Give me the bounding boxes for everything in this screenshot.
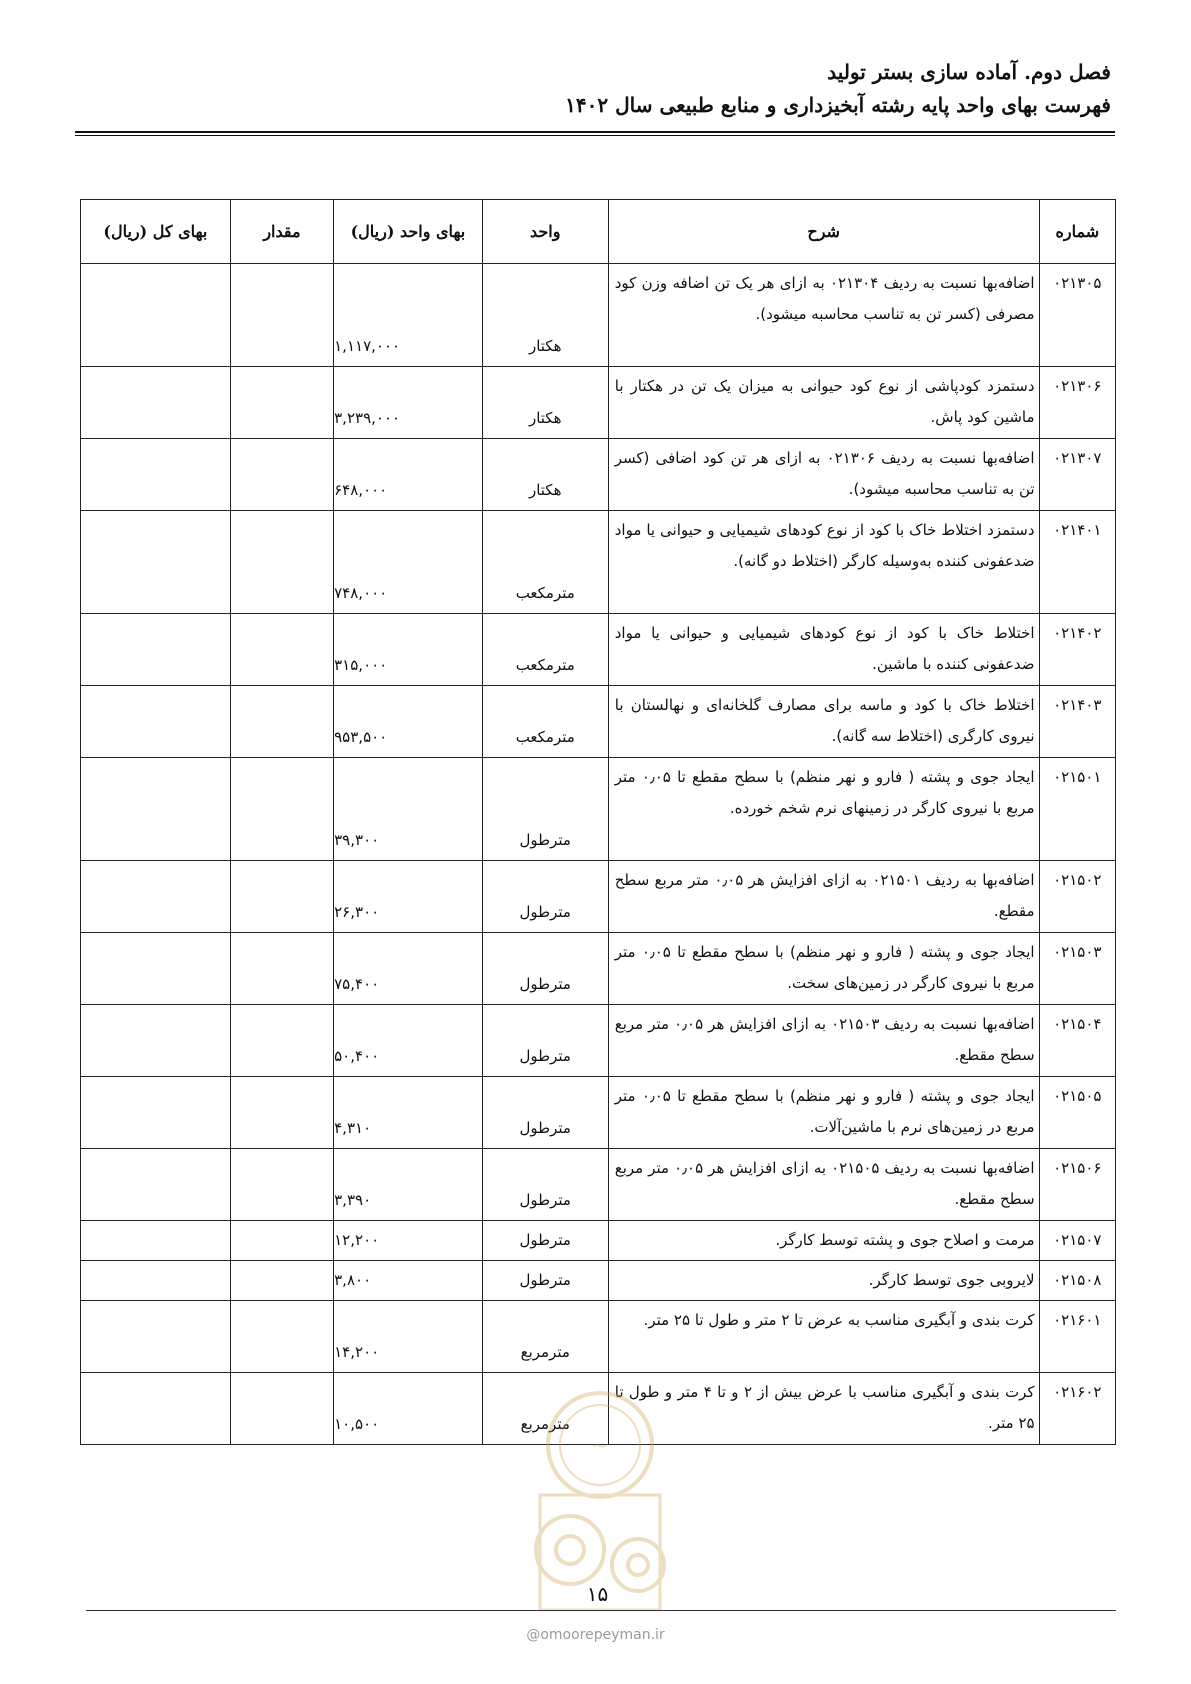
row-total bbox=[81, 264, 231, 367]
row-unit-price: ۹۵۳,۵۰۰ bbox=[334, 686, 483, 758]
row-code: ۰۲۱۵۰۷ bbox=[1039, 1221, 1115, 1261]
row-total bbox=[81, 933, 231, 1005]
table-row bbox=[81, 511, 1116, 614]
row-qty bbox=[230, 439, 333, 511]
chapter-title: فصل دوم. آماده سازی بستر تولید bbox=[827, 60, 1111, 84]
page-header bbox=[71, 58, 1111, 120]
row-unit-price: ۳,۲۳۹,۰۰۰ bbox=[334, 367, 483, 439]
row-unit: هکتار bbox=[482, 439, 608, 511]
row-code: ۰۲۱۶۰۲ bbox=[1039, 1373, 1115, 1445]
row-total bbox=[81, 1301, 231, 1373]
table-row bbox=[81, 614, 1116, 686]
row-desc: ایجاد جوی و پشته ( فارو و نهر منظم) با سطح مقطع تا ۰٫۰۵ متر مربع با نیروی کارگر در زمین‌های سخت. bbox=[608, 933, 1039, 1005]
row-qty bbox=[230, 1261, 333, 1301]
row-desc: لایروبی جوی توسط کارگر. bbox=[608, 1261, 1039, 1301]
row-unit: مترطول bbox=[482, 861, 608, 933]
row-total bbox=[81, 1005, 231, 1077]
table-row bbox=[81, 1077, 1116, 1149]
row-unit-price: ۱۰,۵۰۰ bbox=[334, 1373, 483, 1445]
row-total bbox=[81, 686, 231, 758]
row-code: ۰۲۱۳۰۵ bbox=[1039, 264, 1115, 367]
row-code: ۰۲۱۶۰۱ bbox=[1039, 1301, 1115, 1373]
row-total bbox=[81, 439, 231, 511]
website-watermark: @omoorepeyman.ir bbox=[526, 1627, 665, 1643]
row-total bbox=[81, 1149, 231, 1221]
svg-text:~: ~ bbox=[590, 1434, 610, 1459]
row-desc: دستمزد اختلاط خاک با کود از نوع کودهای شیمیایی و حیوانی یا مواد ضدعفونی کننده به‌وسیله کارگر (اختلاط دو گانه). bbox=[608, 511, 1039, 614]
row-qty bbox=[230, 1077, 333, 1149]
row-desc: اضافه‌بها نسبت به ردیف ۰۲۱۳۰۴ به ازای هر یک تن اضافه وزن کود مصرفی (کسر تن به تناسب محاسبه میشود). bbox=[608, 264, 1039, 367]
table-row bbox=[81, 1301, 1116, 1373]
row-total bbox=[81, 758, 231, 861]
header-desc: شرح bbox=[608, 200, 1039, 264]
row-code: ۰۲۱۴۰۳ bbox=[1039, 686, 1115, 758]
row-desc: کرت بندی و آبگیری مناسب با عرض بیش از ۲ و تا ۴ متر و طول تا ۲۵ متر. bbox=[608, 1373, 1039, 1445]
table-row bbox=[81, 686, 1116, 758]
table-row bbox=[81, 861, 1116, 933]
row-unit: مترطول bbox=[482, 1261, 608, 1301]
row-unit-price: ۳۹,۳۰۰ bbox=[334, 758, 483, 861]
row-total bbox=[81, 1261, 231, 1301]
row-code: ۰۲۱۵۰۶ bbox=[1039, 1149, 1115, 1221]
row-unit: مترمکعب bbox=[482, 686, 608, 758]
row-unit: مترطول bbox=[482, 1221, 608, 1261]
row-desc: مرمت و اصلاح جوی و پشته توسط کارگر. bbox=[608, 1221, 1039, 1261]
footer-rule bbox=[86, 1610, 1116, 1611]
header-unit-price: بهای واحد (ریال) bbox=[334, 200, 483, 264]
row-total bbox=[81, 511, 231, 614]
header-rule-thin bbox=[75, 135, 1115, 136]
row-unit: مترطول bbox=[482, 1077, 608, 1149]
row-unit: مترطول bbox=[482, 1005, 608, 1077]
row-unit-price: ۳,۸۰۰ bbox=[334, 1261, 483, 1301]
row-unit: هکتار bbox=[482, 367, 608, 439]
row-qty bbox=[230, 933, 333, 1005]
row-code: ۰۲۱۵۰۸ bbox=[1039, 1261, 1115, 1301]
row-total bbox=[81, 1077, 231, 1149]
row-unit: مترمکعب bbox=[482, 511, 608, 614]
row-desc: ایجاد جوی و پشته ( فارو و نهر منظم) با سطح مقطع تا ۰٫۰۵ متر مربع در زمین‌های نرم با ماشین‌آلات. bbox=[608, 1077, 1039, 1149]
row-desc: اختلاط خاک با کود و ماسه برای مصارف گلخانه‌ای و نهالستان با نیروی کارگری (اختلاط سه گانه). bbox=[608, 686, 1039, 758]
document-subtitle: فهرست بهای واحد پایه رشته آبخیزداری و منابع طبیعی سال ۱۴۰۲ bbox=[565, 93, 1111, 117]
header-qty: مقدار bbox=[230, 200, 333, 264]
row-unit: مترمکعب bbox=[482, 614, 608, 686]
table-row bbox=[81, 264, 1116, 367]
row-qty bbox=[230, 511, 333, 614]
row-code: ۰۲۱۵۰۴ bbox=[1039, 1005, 1115, 1077]
row-code: ۰۲۱۵۰۳ bbox=[1039, 933, 1115, 1005]
row-desc: ایجاد جوی و پشته ( فارو و نهر منظم) با سطح مقطع تا ۰٫۰۵ متر مربع با نیروی کارگر در زمینهای نرم شخم خورده. bbox=[608, 758, 1039, 861]
row-unit-price: ۷۵,۴۰۰ bbox=[334, 933, 483, 1005]
row-total bbox=[81, 861, 231, 933]
table-row bbox=[81, 1261, 1116, 1301]
row-qty bbox=[230, 1149, 333, 1221]
row-code: ۰۲۱۵۰۱ bbox=[1039, 758, 1115, 861]
page-number: ۱۵ bbox=[586, 1582, 609, 1606]
row-desc: اضافه‌بها نسبت به ردیف ۰۲۱۵۰۵ به ازای افزایش هر ۰٫۰۵ متر مربع سطح مقطع. bbox=[608, 1149, 1039, 1221]
row-unit: مترطول bbox=[482, 1149, 608, 1221]
row-unit-price: ۳۱۵,۰۰۰ bbox=[334, 614, 483, 686]
table-row bbox=[81, 758, 1116, 861]
row-unit-price: ۲۶,۳۰۰ bbox=[334, 861, 483, 933]
row-desc: اضافه‌بها نسبت به ردیف ۰۲۱۳۰۶ به ازای هر تن کود اضافی (کسر تن به تناسب محاسبه میشود). bbox=[608, 439, 1039, 511]
row-unit: مترمربع bbox=[482, 1301, 608, 1373]
row-qty bbox=[230, 1373, 333, 1445]
row-unit: هکتار bbox=[482, 264, 608, 367]
table-row bbox=[81, 439, 1116, 511]
row-qty bbox=[230, 1221, 333, 1261]
row-desc: دستمزد کودپاشی از نوع کود حیوانی به میزان یک تن در هکتار با ماشین کود پاش. bbox=[608, 367, 1039, 439]
row-code: ۰۲۱۴۰۲ bbox=[1039, 614, 1115, 686]
row-unit: مترمربع bbox=[482, 1373, 608, 1445]
row-unit-price: ۳,۳۹۰ bbox=[334, 1149, 483, 1221]
price-table bbox=[80, 199, 1116, 1445]
row-unit-price: ۱,۱۱۷,۰۰۰ bbox=[334, 264, 483, 367]
header-code: شماره bbox=[1039, 200, 1115, 264]
row-desc: اضافه‌بها نسبت به ردیف ۰۲۱۵۰۳ به ازای افزایش هر ۰٫۰۵ متر مربع سطح مقطع. bbox=[608, 1005, 1039, 1077]
row-qty bbox=[230, 614, 333, 686]
row-code: ۰۲۱۵۰۵ bbox=[1039, 1077, 1115, 1149]
row-desc: اضافه‌بها به ردیف ۰۲۱۵۰۱ به ازای افزایش هر ۰٫۰۵ متر مربع سطح مقطع. bbox=[608, 861, 1039, 933]
row-total bbox=[81, 1373, 231, 1445]
row-total bbox=[81, 614, 231, 686]
table-row bbox=[81, 367, 1116, 439]
row-qty bbox=[230, 861, 333, 933]
row-unit: مترطول bbox=[482, 933, 608, 1005]
table-row bbox=[81, 1005, 1116, 1077]
row-unit-price: ۱۴,۲۰۰ bbox=[334, 1301, 483, 1373]
row-qty bbox=[230, 1005, 333, 1077]
row-code: ۰۲۱۴۰۱ bbox=[1039, 511, 1115, 614]
row-desc: کرت بندی و آبگیری مناسب به عرض تا ۲ متر و طول تا ۲۵ متر. bbox=[608, 1301, 1039, 1373]
row-qty bbox=[230, 264, 333, 367]
row-qty bbox=[230, 758, 333, 861]
row-unit-price: ۱۲,۲۰۰ bbox=[334, 1221, 483, 1261]
row-qty bbox=[230, 686, 333, 758]
row-total bbox=[81, 1221, 231, 1261]
header-total: بهای کل (ریال) bbox=[81, 200, 231, 264]
row-code: ۰۲۱۳۰۷ bbox=[1039, 439, 1115, 511]
row-unit-price: ۴,۳۱۰ bbox=[334, 1077, 483, 1149]
row-qty bbox=[230, 367, 333, 439]
row-unit: مترطول bbox=[482, 758, 608, 861]
row-qty bbox=[230, 1301, 333, 1373]
row-unit-price: ۷۴۸,۰۰۰ bbox=[334, 511, 483, 614]
row-code: ۰۲۱۳۰۶ bbox=[1039, 367, 1115, 439]
table-row bbox=[81, 1221, 1116, 1261]
row-unit-price: ۵۰,۴۰۰ bbox=[334, 1005, 483, 1077]
table-row bbox=[81, 933, 1116, 1005]
row-total bbox=[81, 367, 231, 439]
row-unit-price: ۶۴۸,۰۰۰ bbox=[334, 439, 483, 511]
table-row bbox=[81, 1373, 1116, 1445]
table-header-row bbox=[81, 200, 1116, 264]
header-rule bbox=[75, 131, 1115, 133]
row-code: ۰۲۱۵۰۲ bbox=[1039, 861, 1115, 933]
header-unit: واحد bbox=[482, 200, 608, 264]
table-row bbox=[81, 1149, 1116, 1221]
row-desc: اختلاط خاک با کود از نوع کودهای شیمیایی و حیوانی یا مواد ضدعفونی کننده با ماشین. bbox=[608, 614, 1039, 686]
